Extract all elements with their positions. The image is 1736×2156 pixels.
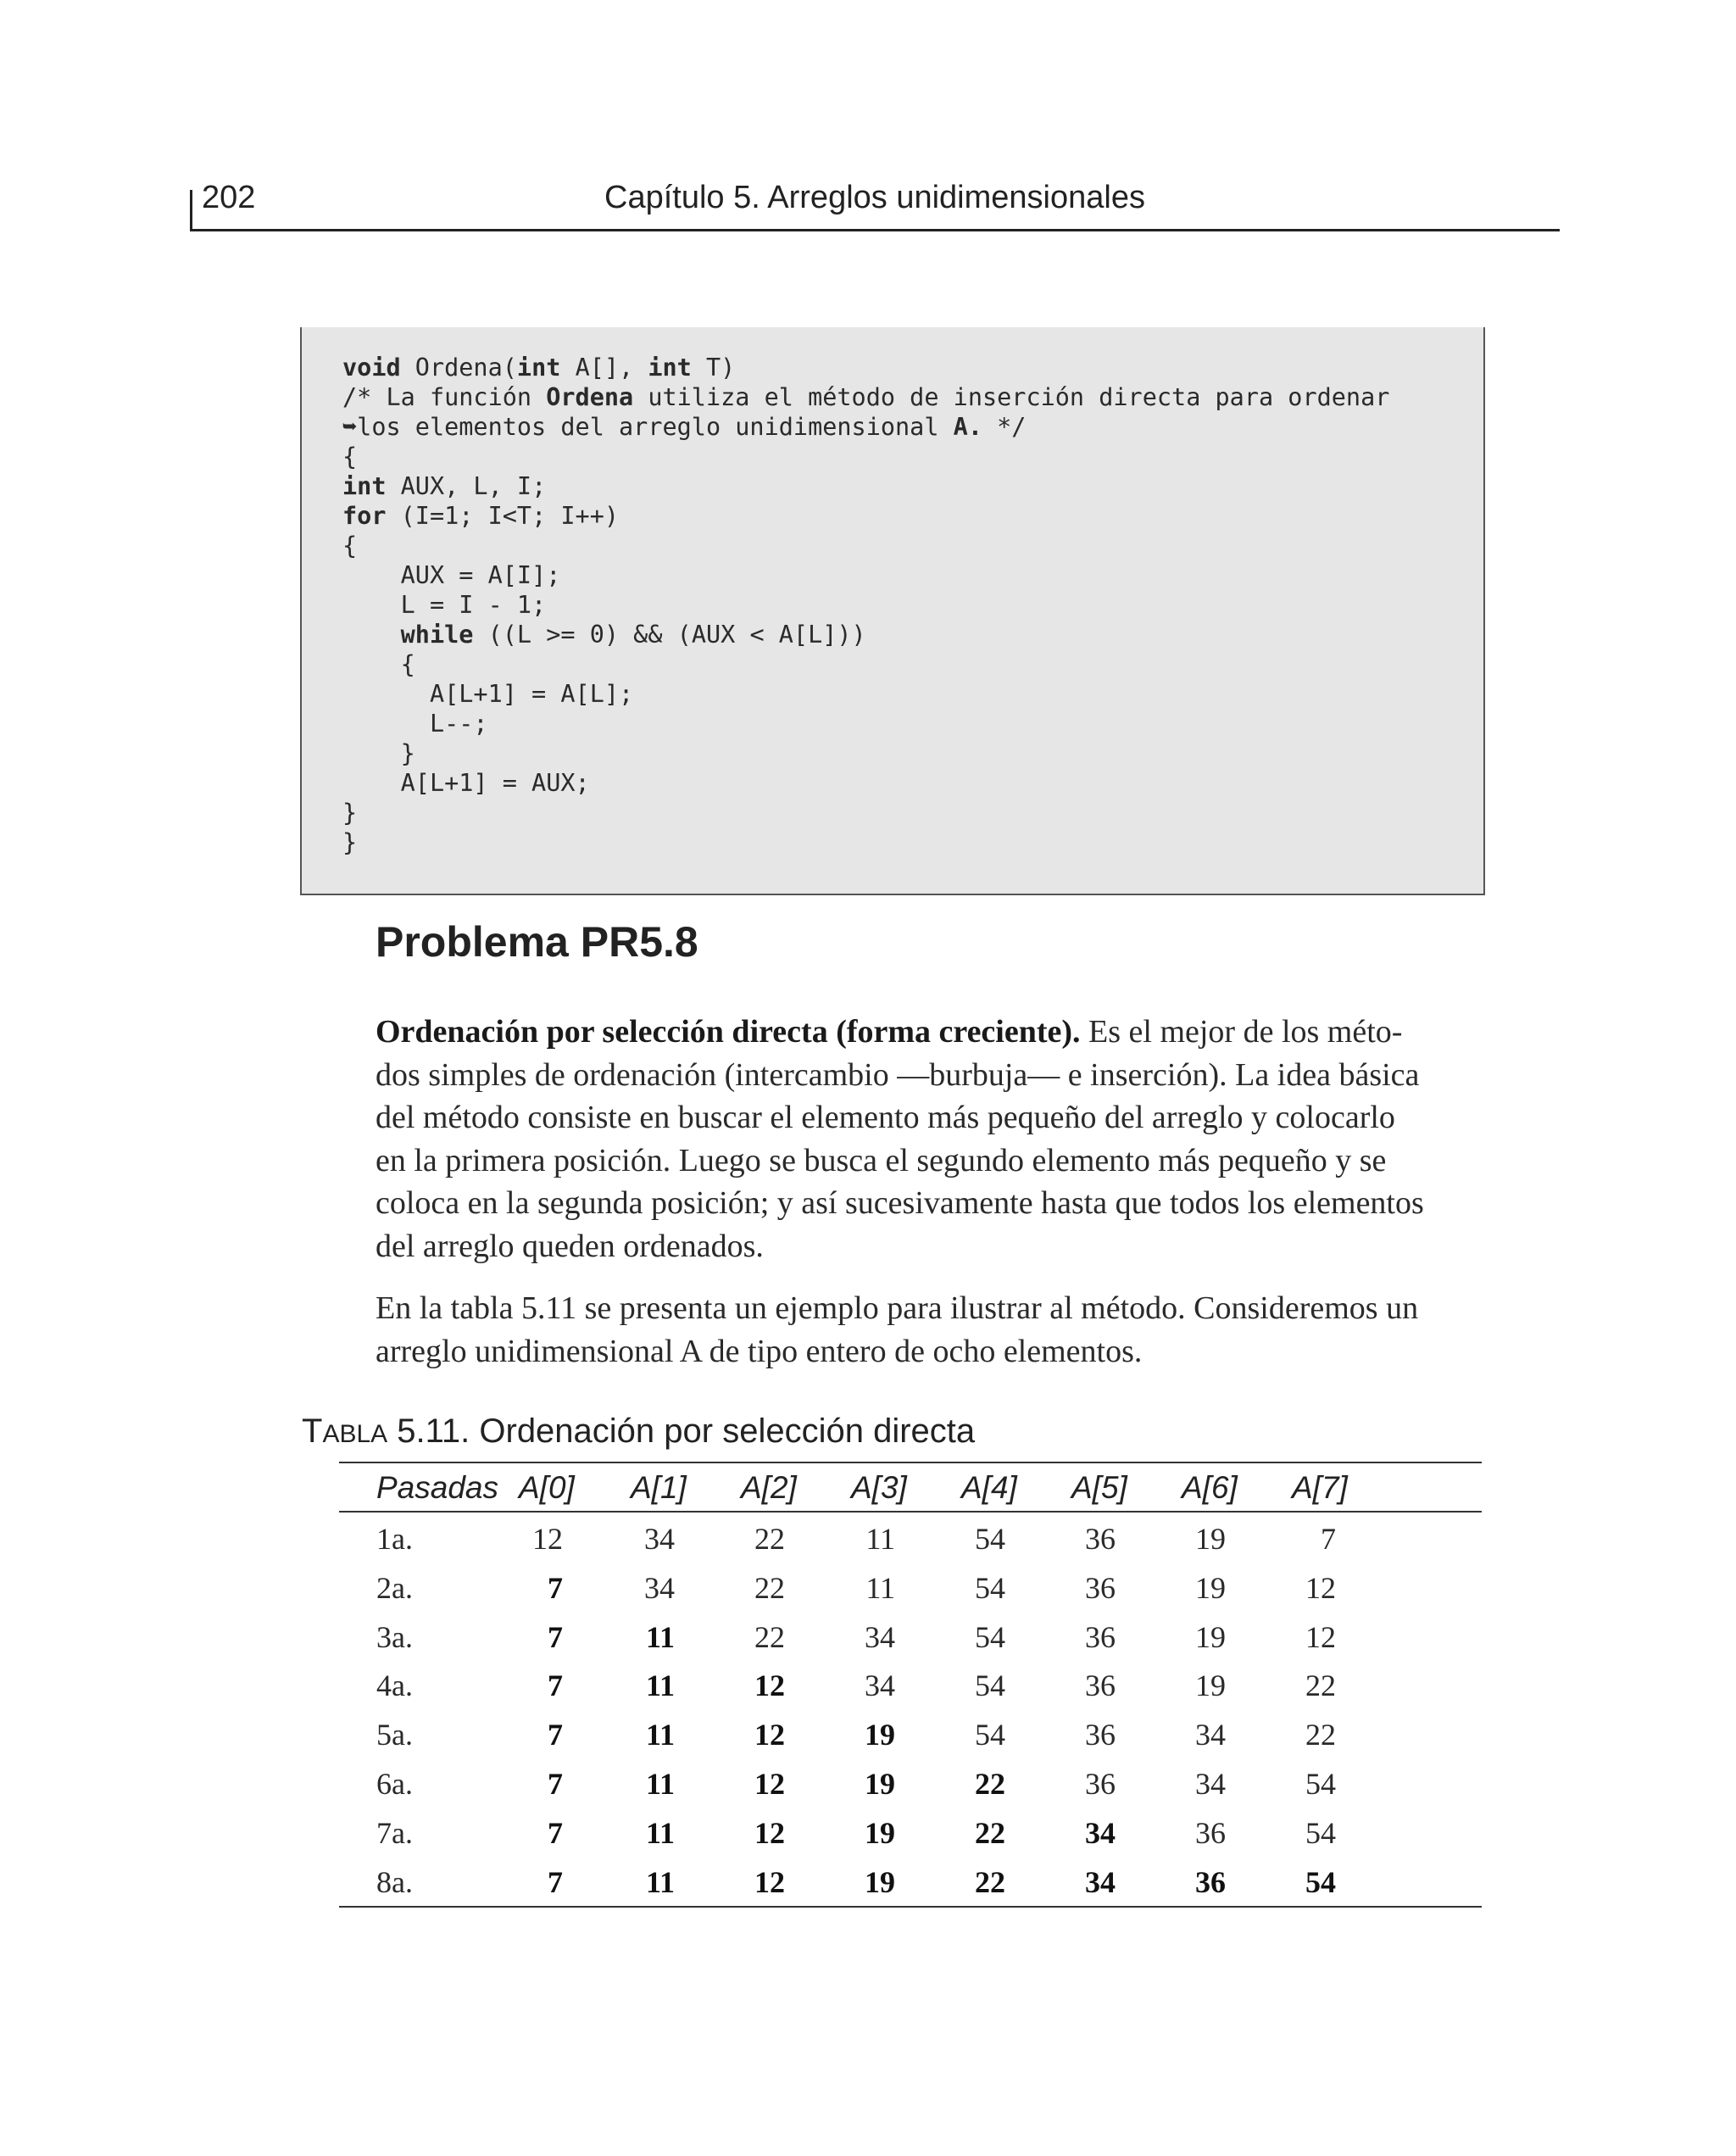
code-text: } <box>342 828 358 856</box>
table-cell: 12 <box>754 1718 785 1752</box>
table-row <box>339 1864 1482 1914</box>
paragraph-line: coloca en la segunda posición; y así sucesivamente hasta que todos los elementos <box>376 1185 1424 1221</box>
table-cell: 34 <box>865 1619 895 1654</box>
table-cell: 7 <box>548 1864 563 1899</box>
code-line <box>342 353 1389 382</box>
selection-sort-table <box>339 1462 1482 1908</box>
paragraph-line: dos simples de ordenación (intercambio —burbuja— e inserción). La idea básica <box>376 1056 1420 1093</box>
caption-text: 5.11. Ordenación por selección directa <box>387 1412 976 1450</box>
code-text: { <box>342 532 358 560</box>
table-row <box>339 1668 1482 1717</box>
table-cell: 36 <box>1085 1669 1116 1703</box>
table-cell: 22 <box>975 1767 1005 1801</box>
column-header-a2: A[2] <box>741 1470 797 1505</box>
paragraph-line: Es el mejor de los méto- <box>1080 1014 1403 1050</box>
code-text: L--; <box>342 710 488 738</box>
code-line <box>342 738 1389 768</box>
code-keyword: A. <box>953 413 982 441</box>
table-cell: 36 <box>1085 1522 1116 1556</box>
code-line <box>342 768 1389 798</box>
code-text: A[L+1] = AUX; <box>342 769 590 797</box>
code-text: } <box>342 739 415 767</box>
table-cell: 34 <box>1085 1864 1116 1899</box>
table-cell: 7 <box>548 1570 563 1605</box>
pass-label: 7a. <box>376 1815 413 1850</box>
column-header-a1: A[1] <box>631 1470 687 1505</box>
code-text: (I=1; I<T; I++) <box>386 502 620 530</box>
table-cell: 22 <box>754 1522 785 1556</box>
table-cell: 34 <box>644 1570 675 1605</box>
code-text: { <box>342 443 358 471</box>
table-row <box>339 1815 1482 1864</box>
table-cell: 11 <box>645 1718 675 1752</box>
table-cell: 22 <box>975 1864 1005 1899</box>
code-text: T) <box>691 354 736 382</box>
column-header-a6: A[6] <box>1182 1470 1238 1505</box>
table-cell: 54 <box>1305 1864 1336 1899</box>
table-cell: 12 <box>754 1767 785 1801</box>
table-cell: 34 <box>1085 1815 1116 1850</box>
table-cell: 12 <box>754 1669 785 1703</box>
code-text: utiliza el método de inserción directa para ordenar <box>633 383 1390 411</box>
table-cell: 11 <box>865 1522 895 1556</box>
table-cell: 11 <box>865 1570 895 1605</box>
column-header-a5: A[5] <box>1071 1470 1127 1505</box>
paragraph-selection-sort <box>376 1011 1486 1267</box>
table-cell: 54 <box>975 1619 1005 1654</box>
code-line <box>342 798 1389 827</box>
table-row <box>339 1521 1482 1570</box>
table-cell: 54 <box>975 1522 1005 1556</box>
table-cell: 7 <box>548 1767 563 1801</box>
pass-label: 4a. <box>376 1669 413 1703</box>
code-keyword: Ordena <box>546 383 634 411</box>
table-cell: 22 <box>1305 1669 1336 1703</box>
table-cell: 12 <box>754 1815 785 1850</box>
running-header <box>190 175 1560 231</box>
table-cell: 34 <box>644 1522 675 1556</box>
table-cell: 54 <box>975 1669 1005 1703</box>
table-cell: 54 <box>1305 1815 1336 1850</box>
code-text: */ <box>982 413 1027 441</box>
table-cell: 22 <box>1305 1718 1336 1752</box>
code-text: Ordena( <box>400 354 517 382</box>
caption-initial: T <box>302 1412 323 1450</box>
code-keyword: for <box>342 502 387 530</box>
pass-label: 5a. <box>376 1718 413 1752</box>
table-cell: 19 <box>1195 1669 1226 1703</box>
table-cell: 12 <box>532 1522 563 1556</box>
table-cell: 36 <box>1085 1619 1116 1654</box>
paragraph-line: arreglo unidimensional A de tipo entero de ocho elementos. <box>376 1333 1143 1369</box>
paragraph-table-intro <box>376 1287 1486 1373</box>
column-header-a7: A[7] <box>1292 1470 1348 1505</box>
pass-label: 8a. <box>376 1864 413 1899</box>
table-cell: 11 <box>645 1619 675 1654</box>
table-cell: 7 <box>1321 1522 1336 1556</box>
table-cell: 12 <box>754 1864 785 1899</box>
table-header-row <box>339 1463 1482 1513</box>
paragraph-line: en la primera posición. Luego se busca el segundo elemento más pequeño y se <box>376 1142 1387 1178</box>
code-line <box>342 382 1389 412</box>
code-keyword: int <box>648 354 692 382</box>
page-number: 202 <box>202 180 256 215</box>
column-header-a3: A[3] <box>851 1470 907 1505</box>
code-line <box>342 590 1389 620</box>
table-cell: 22 <box>975 1815 1005 1850</box>
code-line <box>342 471 1389 501</box>
table-cell: 7 <box>548 1669 563 1703</box>
table-cell: 36 <box>1085 1570 1116 1605</box>
table-cell: 12 <box>1305 1619 1336 1654</box>
table-cell: 11 <box>645 1864 675 1899</box>
table-row <box>339 1619 1482 1669</box>
code-text: AUX, L, I; <box>386 472 547 500</box>
table-cell: 19 <box>1195 1570 1226 1605</box>
table-row <box>339 1766 1482 1815</box>
table-cell: 19 <box>865 1718 895 1752</box>
table-cell: 7 <box>548 1619 563 1654</box>
pass-label: 3a. <box>376 1619 413 1654</box>
table-row <box>339 1717 1482 1766</box>
table-cell: 36 <box>1195 1815 1226 1850</box>
code-line <box>342 649 1389 679</box>
code-keyword: int <box>342 472 387 500</box>
code-text: } <box>342 799 358 827</box>
table-cell: 19 <box>865 1767 895 1801</box>
table-cell: 19 <box>1195 1522 1226 1556</box>
pass-label: 2a. <box>376 1570 413 1605</box>
code-line <box>342 442 1389 471</box>
pass-label: 1a. <box>376 1522 413 1556</box>
code-line <box>342 412 1389 442</box>
table-cell: 36 <box>1085 1767 1116 1801</box>
paragraph-line: del método consiste en buscar el elemento más pequeño del arreglo y colocarlo <box>376 1100 1395 1135</box>
chapter-title: Capítulo 5. Arreglos unidimensionales <box>604 180 1145 215</box>
code-line <box>342 501 1389 531</box>
code-line <box>342 531 1389 560</box>
pass-label: 6a. <box>376 1767 413 1801</box>
table-cell: 12 <box>1305 1570 1336 1605</box>
table-cell: 19 <box>1195 1619 1226 1654</box>
code-listing <box>300 327 1485 895</box>
code-keyword: while <box>400 621 474 649</box>
code-text: AUX = A[I]; <box>342 561 561 589</box>
code-text: /* La función <box>342 383 547 411</box>
table-cell: 11 <box>645 1815 675 1850</box>
column-header-a4: A[4] <box>961 1470 1017 1505</box>
table-cell: 34 <box>1195 1718 1226 1752</box>
table-cell: 11 <box>645 1767 675 1801</box>
problem-title: Problema PR5.8 <box>376 918 698 966</box>
column-header-a0: A[0] <box>519 1470 575 1505</box>
code-keyword: int <box>516 354 561 382</box>
code-line <box>342 827 1389 857</box>
code-line <box>342 620 1389 649</box>
table-caption <box>302 1412 975 1451</box>
code-text: ((L >= 0) && (AUX < A[L])) <box>473 621 866 649</box>
table-cell: 54 <box>975 1718 1005 1752</box>
table-cell: 54 <box>1305 1767 1336 1801</box>
code-line <box>342 679 1389 709</box>
paragraph-line: En la tabla 5.11 se presenta un ejemplo para ilustrar al método. Consideremos un <box>376 1290 1419 1326</box>
column-header-pasadas: Pasadas <box>376 1470 498 1505</box>
code-keyword: void <box>342 354 401 382</box>
table-body <box>339 1513 1482 1906</box>
table-cell: 7 <box>548 1718 563 1752</box>
table-cell: 11 <box>645 1669 675 1703</box>
table-cell: 36 <box>1085 1718 1116 1752</box>
table-cell: 54 <box>975 1570 1005 1605</box>
code-text: ➥los elementos del arreglo unidimensional <box>342 413 954 441</box>
code-text: L = I - 1; <box>342 591 547 619</box>
table-cell: 19 <box>865 1864 895 1899</box>
code-line <box>342 709 1389 738</box>
code-text: { <box>342 650 415 678</box>
code-text: A[], <box>560 354 648 382</box>
table-row <box>339 1570 1482 1619</box>
table-cell: 7 <box>548 1815 563 1850</box>
table-cell: 19 <box>865 1815 895 1850</box>
paragraph-line: del arreglo queden ordenados. <box>376 1228 764 1264</box>
code-line <box>342 560 1389 590</box>
caption-smallcaps: ABLA <box>322 1420 388 1448</box>
paragraph-lead: Ordenación por selección directa (forma creciente). <box>376 1014 1081 1050</box>
table-cell: 22 <box>754 1619 785 1654</box>
table-cell: 34 <box>865 1669 895 1703</box>
table-cell: 34 <box>1195 1767 1226 1801</box>
table-cell: 22 <box>754 1570 785 1605</box>
table-cell: 36 <box>1195 1864 1226 1899</box>
code-block <box>342 353 1389 857</box>
code-text <box>342 621 401 649</box>
code-text: A[L+1] = A[L]; <box>342 680 634 708</box>
